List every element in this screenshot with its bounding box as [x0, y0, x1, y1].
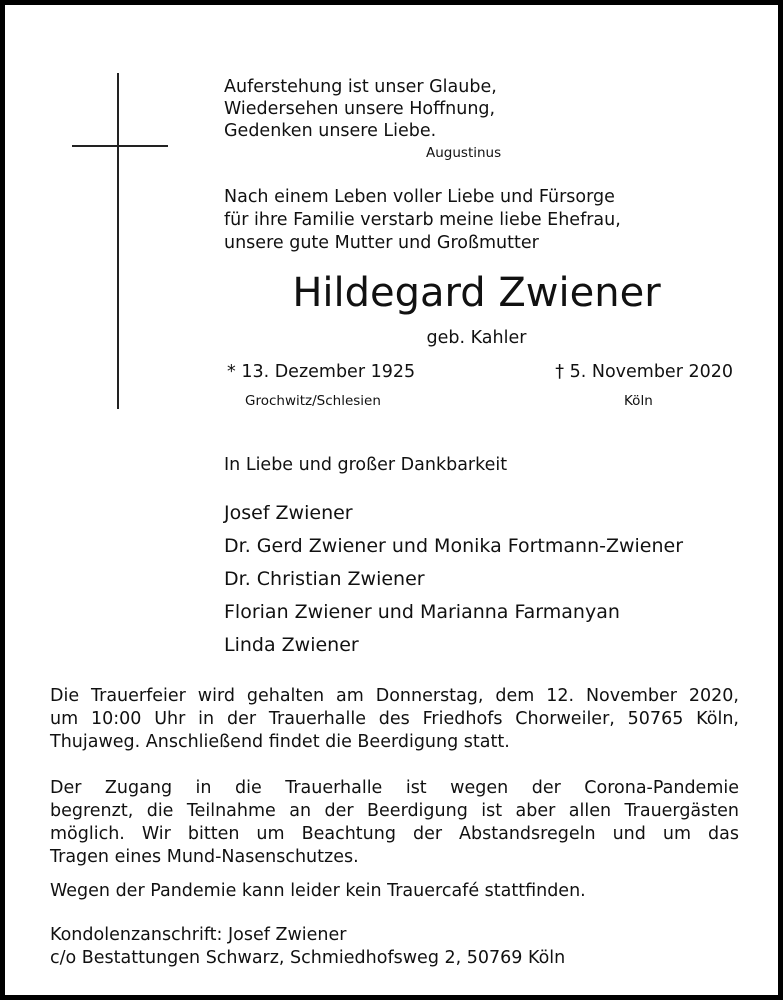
paragraph-line: begrenzt, die Teilnahme an der Beerdigung ist aber allen Trauergästen: [50, 801, 739, 821]
death-date: † 5. November 2020: [555, 362, 733, 382]
paragraph-line: Tragen eines Mund-Nasenschutzes.: [50, 847, 359, 867]
quote-line: Wiedersehen unsere Hoffnung,: [224, 99, 496, 119]
family-member: Josef Zwiener: [224, 502, 353, 524]
quote-line: Gedenken unsere Liebe.: [224, 121, 437, 141]
corona-notice-paragraph: [50, 777, 739, 869]
address-line: c/o Bestattungen Schwarz, Schmiedhofsweg 2, 50769 Köln: [50, 948, 566, 968]
family-member: Dr. Gerd Zwiener und Monika Fortmann-Zwiener: [224, 535, 684, 557]
intro-text: [224, 186, 621, 255]
cafe-notice-paragraph: [50, 880, 739, 903]
family-list: [224, 497, 683, 662]
paragraph-line: möglich. Wir bitten um Beachtung der Abstandsregeln und um das: [50, 824, 739, 844]
family-member: Dr. Christian Zwiener: [224, 568, 425, 590]
quote-author: Augustinus: [426, 145, 502, 161]
paragraph-line: Die Trauerfeier wird gehalten am Donnerstag, dem 12. November 2020,: [50, 686, 739, 706]
birth-date: * 13. Dezember 1925: [227, 362, 416, 382]
family-member: Florian Zwiener und Marianna Farmanyan: [224, 601, 620, 623]
paragraph-line: Thujaweg. Anschließend findet die Beerdigung statt.: [50, 732, 510, 752]
quote: [224, 76, 497, 142]
condolence-address: [50, 924, 565, 970]
paragraph-line: Wegen der Pandemie kann leider kein Trauercafé stattfinden.: [50, 881, 586, 901]
quote-line: Auferstehung ist unser Glaube,: [224, 77, 497, 97]
thanks-line: In Liebe und großer Dankbarkeit: [224, 455, 508, 475]
intro-line: Nach einem Leben voller Liebe und Fürsorge: [224, 187, 615, 207]
cross-horizontal-bar: [72, 145, 168, 147]
intro-line: für ihre Familie verstarb meine liebe Ehefrau,: [224, 210, 621, 230]
cross-vertical-bar: [117, 73, 119, 409]
family-member: Linda Zwiener: [224, 634, 359, 656]
deceased-name: Hildegard Zwiener: [292, 270, 661, 316]
funeral-info-paragraph: [50, 685, 739, 754]
intro-line: unsere gute Mutter und Großmutter: [224, 233, 539, 253]
deathplace: Köln: [624, 393, 653, 409]
paragraph-line: um 10:00 Uhr in der Trauerhalle des Friedhofs Chorweiler, 50765 Köln,: [50, 709, 739, 729]
paragraph-line: Der Zugang in die Trauerhalle ist wegen der Corona-Pandemie: [50, 778, 739, 798]
birthplace: Grochwitz/Schlesien: [245, 393, 381, 409]
maiden-name: geb. Kahler: [426, 328, 527, 348]
address-line: Kondolenzanschrift: Josef Zwiener: [50, 925, 347, 945]
